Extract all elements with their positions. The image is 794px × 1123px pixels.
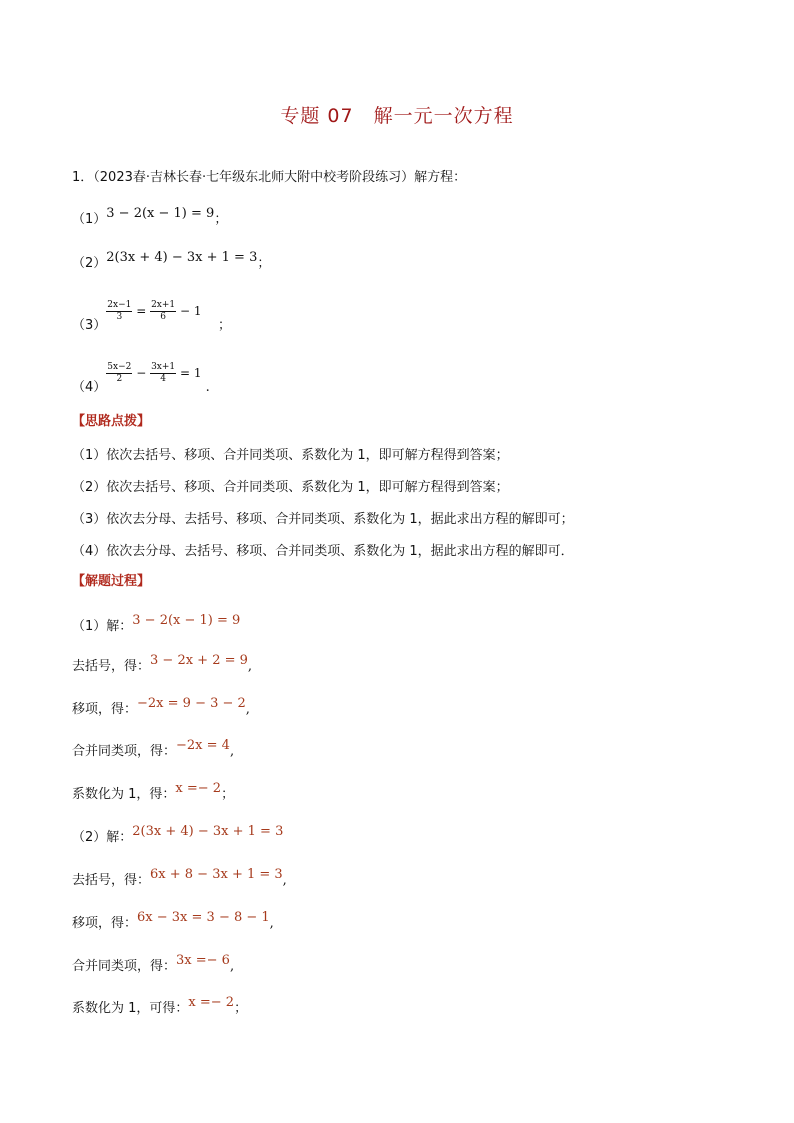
fraction-operator: − <box>136 366 147 380</box>
step-equation: 3 − 2(x − 1) = 9 <box>132 613 241 628</box>
step-equation: −2x = 9 − 3 − 2 <box>137 696 246 711</box>
part-label: （4） <box>72 380 107 395</box>
step-label: 去括号，得： <box>72 873 151 888</box>
fraction-denominator: 3 <box>116 312 123 322</box>
step-label: 合并同类项，得： <box>72 959 177 974</box>
solution-step <box>72 869 287 888</box>
hint-line: （3）依次去分母、去括号、移项、合并同类项、系数化为 1，据此求出方程的解即可； <box>72 512 574 527</box>
hint-line: （1）依次去括号、移项、合并同类项、系数化为 1，即可解方程得到答案； <box>72 448 509 463</box>
step-label: 系数化为 1，可得： <box>72 1001 189 1016</box>
step-label: 去括号，得： <box>72 659 151 674</box>
fraction-denominator: 2 <box>116 374 123 384</box>
fraction-denominator: 4 <box>160 374 166 384</box>
part-end: ； <box>214 212 228 227</box>
fraction-numerator: 2x−1 <box>107 300 132 310</box>
fraction-equation <box>106 362 201 385</box>
step-label: （1）解： <box>72 619 133 634</box>
step-end: , <box>269 916 274 931</box>
step-equation: 6x − 3x = 3 − 8 − 1 <box>137 910 270 925</box>
step-end: , <box>282 873 287 888</box>
step-end: , <box>229 744 235 759</box>
step-equation: 3 − 2x + 2 = 9 <box>150 653 248 668</box>
part-end: ； <box>257 256 271 271</box>
solution-step <box>72 997 247 1016</box>
step-equation: 6x + 8 − 3x + 1 = 3 <box>150 867 283 882</box>
part-equation: 2(3x + 4) − 3x + 1 = 3 <box>106 250 258 265</box>
problem-stem: 1．（2023春·吉林长春·七年级东北师大附中校考阶段练习）解方程： <box>72 170 467 185</box>
step-label: 系数化为 1，得： <box>72 787 176 802</box>
solution-step <box>72 912 274 931</box>
step-equation: −2x = 4 <box>176 738 230 753</box>
solution-step <box>72 826 283 845</box>
step-equation: 2(3x + 4) − 3x + 1 = 3 <box>132 824 284 839</box>
problem-part-3 <box>72 300 232 337</box>
fraction-tail: − 1 <box>179 304 202 318</box>
fraction-tail: = 1 <box>179 366 202 380</box>
step-label: 合并同类项，得： <box>72 744 177 759</box>
hint-line: （2）依次去括号、移项、合并同类项、系数化为 1，即可解方程得到答案； <box>72 480 509 495</box>
part-equation: 3 − 2(x − 1) = 9 <box>106 206 215 221</box>
fraction-right <box>150 300 176 323</box>
step-equation: x =− 2 <box>175 781 222 796</box>
solution-heading: 【解题过程】 <box>72 574 151 589</box>
fraction-left <box>106 300 132 323</box>
fraction-denominator: 6 <box>160 312 166 322</box>
solution-step <box>72 655 252 674</box>
fraction-numerator: 5x−2 <box>107 362 132 372</box>
step-end: , <box>245 702 250 717</box>
step-label: 移项，得： <box>72 702 138 717</box>
problem-part-1 <box>72 208 227 227</box>
step-end: ； <box>234 1001 248 1016</box>
step-equation: 3x =− 6 <box>176 953 230 968</box>
part-end: . <box>205 380 210 395</box>
step-label: 移项，得： <box>72 916 138 931</box>
step-end: ； <box>221 787 235 802</box>
problem-part-2 <box>72 252 270 271</box>
part-label: （2） <box>72 256 107 271</box>
part-end: ； <box>218 318 232 333</box>
solution-step <box>72 783 234 802</box>
fraction-right <box>150 362 176 385</box>
step-label: （2）解： <box>72 830 133 845</box>
solution-step <box>72 698 250 717</box>
fraction-left <box>106 362 132 385</box>
step-equation: x =− 2 <box>188 995 235 1010</box>
part-label: （1） <box>72 212 107 227</box>
hint-line: （4）依次去分母、去括号、移项、合并同类项、系数化为 1，据此求出方程的解即可． <box>72 544 574 559</box>
problem-part-4 <box>72 362 210 399</box>
step-end: , <box>247 659 253 674</box>
page-title: 专题 07 解一元一次方程 <box>280 105 514 127</box>
fraction-operator: = <box>136 304 147 318</box>
step-end: , <box>229 959 235 974</box>
fraction-numerator: 3x+1 <box>151 362 176 372</box>
solution-step <box>72 955 234 974</box>
fraction-numerator: 2x+1 <box>151 300 176 310</box>
solution-step <box>72 740 234 759</box>
solution-step <box>72 615 240 634</box>
part-label: （3） <box>72 318 107 333</box>
fraction-equation <box>106 300 201 323</box>
hint-heading: 【思路点拨】 <box>72 414 151 429</box>
